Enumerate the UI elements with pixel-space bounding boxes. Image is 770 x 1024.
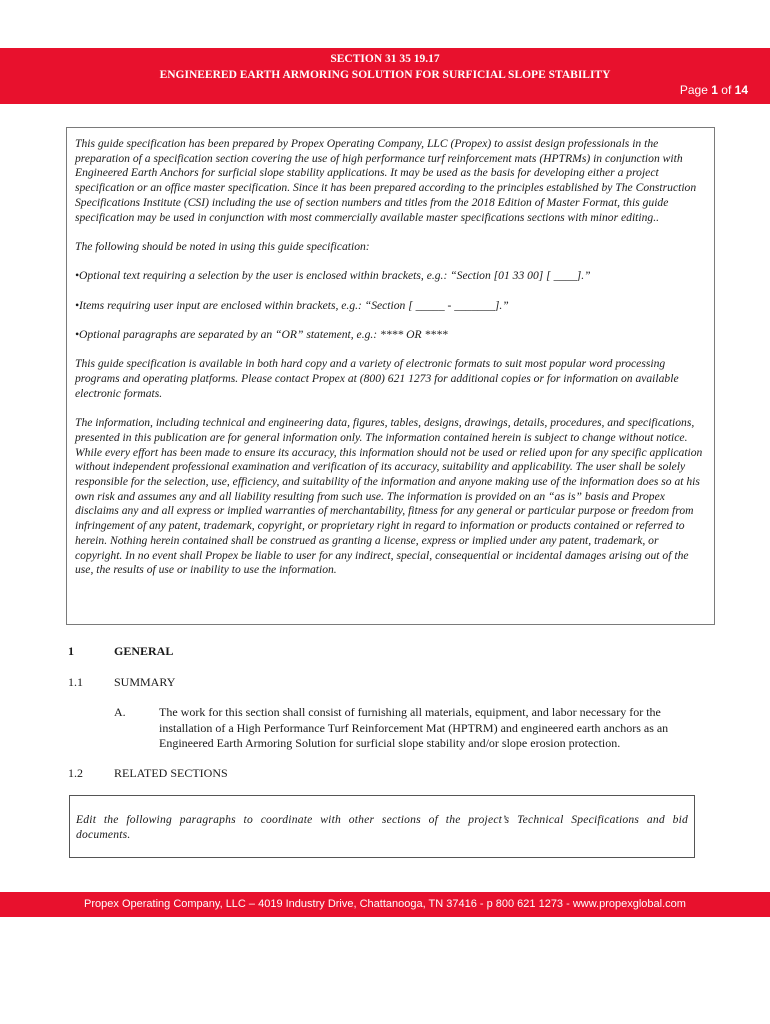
guide-note-bullet-selection: •Optional text requiring a selection by the user is enclosed within brackets, e.g.: “Section [01 33 00] [ ____].” bbox=[75, 269, 591, 283]
page-total: 14 bbox=[734, 83, 748, 97]
part-title: GENERAL bbox=[114, 644, 174, 658]
article-number: 1.2 bbox=[68, 766, 83, 780]
page-footer bbox=[0, 892, 770, 917]
guide-note-bullet-or: •Optional paragraphs are separated by an “OR” statement, e.g.: **** OR **** bbox=[75, 328, 448, 342]
article-title: SUMMARY bbox=[114, 675, 176, 689]
guide-note-intro: This guide specification has been prepared by Propex Operating Company, LLC (Propex) to assist design professionals in the preparation of a specification section covering the use of high performance turf reinforcement mats (HPTRMs) in conjunction with Engineered Earth Anchors for surficial slope stability applications. It may be used as the basis for developing either a project specification or an office master specification. Since it has been prepared according to the principles established by The Construction Specifications Institute (CSI) including the use of section numbers and titles from the 2018 Edition of Master Format, this guide specification may be used in conjunction with most commercially available master specifications sections with minor editing.. bbox=[75, 137, 697, 224]
footer-text: Propex Operating Company, LLC – 4019 Industry Drive, Chattanooga, TN 37416 - p 800 621 1273 - www.propexglobal.com bbox=[84, 898, 686, 910]
paragraph-letter: A. bbox=[114, 705, 126, 719]
guide-note-bullet-input: •Items requiring user input are enclosed within brackets, e.g.: “Section [ _____ - _______].” bbox=[75, 298, 509, 312]
article-number: 1.1 bbox=[68, 675, 83, 689]
page-of: of bbox=[721, 83, 732, 97]
guide-note-disclaimer: The information, including technical and engineering data, figures, tables, designs, drawings, details, procedures, and specifications, presented in this publication are for general information only. The information contained herein is subject to change without notice. While every effort has been made to ensure its accuracy, this information should not be used or relied upon for any specific application without independent professional examination and verification of its accuracy, suitability and applicability. The user shall be solely responsible for the selection, use, efficiency, and suitability of the information and anyone making use of the information does so at his own risk and assumes any and all liability resulting from such use. The information is provided on an “as is” basis and Propex disclaims any and all express or implied warranties of merchantability, fitness for any general or particular purpose or freedom from infringement of any patent, trademark, copyright, or proprietary right in regard to information or products contained or referred to herein. Nothing herein contained shall be construed as granting a license, express or implied under any patent, trademark, or copyright. In no event shall Propex be liable to user for any indirect, special, consequential or incidental damages arising out of the use, the results of use or inability to use the information. bbox=[75, 416, 703, 577]
part-number: 1 bbox=[68, 644, 74, 658]
guide-note-noted: The following should be noted in using this guide specification: bbox=[75, 239, 370, 253]
section-number: SECTION 31 35 19.17 bbox=[330, 53, 440, 65]
page-current: 1 bbox=[711, 83, 718, 97]
page-indicator bbox=[680, 83, 748, 97]
guide-note-box bbox=[66, 127, 715, 625]
article-title: RELATED SECTIONS bbox=[114, 766, 228, 780]
paragraph-text: The work for this section shall consist of furnishing all materials, equipment, and labor necessary for the installation of a High Performance Turf Reinforcement Mat (HPTRM) and engineered earth anchors as an Engineered Earth Armoring Solution for surficial slope stability and/or slope erosion protection. bbox=[159, 705, 669, 751]
edit-note-text: Edit the following paragraphs to coordinate with other sections of the project’s Technical Specifications and bid documents. bbox=[76, 813, 688, 841]
page-header bbox=[0, 48, 770, 104]
guide-note-availability: This guide specification is available in both hard copy and a variety of electronic formats to suit most popular word processing programs and operating platforms. Please contact Propex at (800) 621 1273 for additional copies or for information on available electronic formats. bbox=[75, 357, 679, 400]
edit-note-box bbox=[69, 795, 695, 858]
section-title: ENGINEERED EARTH ARMORING SOLUTION FOR SURFICIAL SLOPE STABILITY bbox=[159, 69, 611, 81]
page-label: Page bbox=[679, 83, 708, 97]
